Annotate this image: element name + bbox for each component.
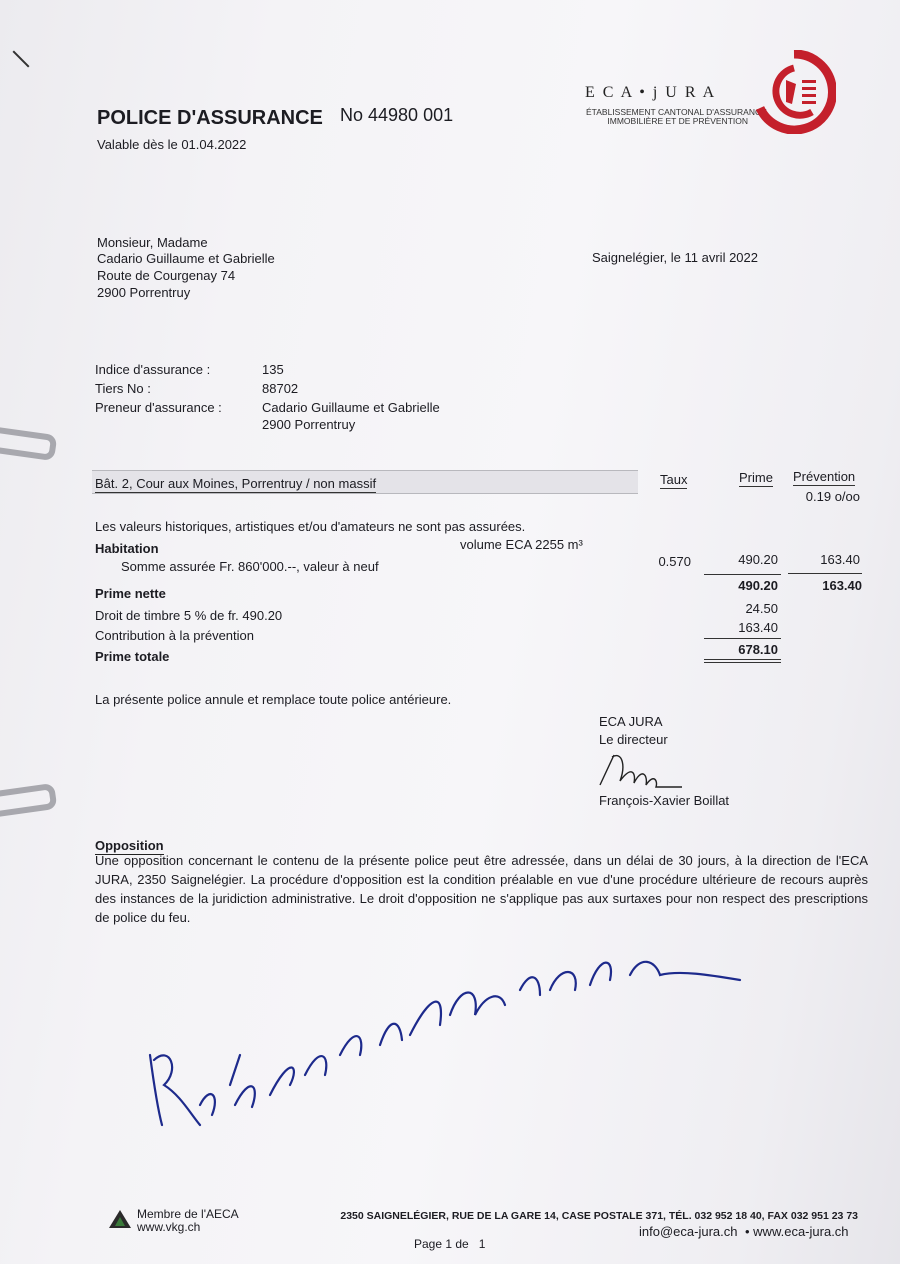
footer-member-url[interactable]: www.vkg.ch xyxy=(137,1220,201,1234)
preneur-label: Preneur d'assurance : xyxy=(95,400,222,415)
footer-website[interactable]: • www.eca-jura.ch xyxy=(745,1224,849,1239)
col-prime: Prime xyxy=(739,470,773,485)
recipient-name: Cadario Guillaume et Gabrielle xyxy=(97,251,275,266)
subtotal-line-prevention xyxy=(788,573,862,574)
handwritten-note-icon xyxy=(140,935,760,1135)
contribution-value: 163.40 xyxy=(738,620,778,635)
col-taux: Taux xyxy=(660,472,688,487)
director-signature-icon xyxy=(592,745,692,793)
recipient-street: Route de Courgenay 74 xyxy=(97,268,236,283)
footer-email[interactable]: info@eca-jura.ch xyxy=(639,1224,738,1239)
policy-number: No 44980 001 xyxy=(340,105,454,125)
valuables-note: Les valeurs historiques, artistiques et/ou d'amateurs ne sont pas assurées. xyxy=(95,519,526,534)
eca-jura-emblem-icon xyxy=(752,50,836,134)
closing-statement: La présente police annule et remplace toute police antérieure. xyxy=(95,692,452,707)
prevention-value: 163.40 xyxy=(820,552,860,567)
preneur-city: 2900 Porrentruy xyxy=(262,417,356,432)
logo-line-2: IMMOBILIÈRE ET DE PRÉVENTION xyxy=(607,116,748,126)
subtotal-line-prime xyxy=(704,574,781,575)
signature-name: François-Xavier Boillat xyxy=(599,793,730,808)
aeca-logo-icon xyxy=(107,1208,133,1230)
total-double-line-1 xyxy=(704,659,781,660)
signature-role: Le directeur xyxy=(599,732,668,747)
timbre-label: Droit de timbre 5 % de fr. 490.20 xyxy=(95,608,283,623)
binder-ring-bottom xyxy=(0,783,57,819)
page-number: Page 1 de 1 xyxy=(414,1237,486,1251)
logo-brand: E C A • j U R A xyxy=(585,84,717,101)
policy-title: POLICE D'ASSURANCE xyxy=(97,107,323,129)
total-label: Prime totale xyxy=(95,649,170,664)
total-value: 678.10 xyxy=(738,642,778,657)
tiers-value: 88702 xyxy=(262,381,299,396)
timbre-value: 24.50 xyxy=(745,601,778,616)
prime-nette-label: Prime nette xyxy=(95,586,166,601)
recipient-salutation: Monsieur, Madame xyxy=(97,235,208,250)
taux-value: 0.570 xyxy=(658,554,691,569)
index-label: Indice d'assurance : xyxy=(95,362,211,377)
index-value: 135 xyxy=(262,362,284,377)
binder-ring-top xyxy=(0,425,57,461)
pen-mark xyxy=(13,51,30,68)
prime-nette-prime: 490.20 xyxy=(738,578,778,593)
col-prevention: Prévention xyxy=(793,469,856,484)
recipient-city: 2900 Porrentruy xyxy=(97,285,191,300)
volume-eca: volume ECA 2255 m³ xyxy=(460,537,583,552)
tiers-label: Tiers No : xyxy=(95,381,151,396)
footer-member: Membre de l'AECA xyxy=(137,1207,239,1221)
opposition-title: Opposition xyxy=(95,838,164,853)
total-line xyxy=(704,638,781,639)
footer-address: 2350 SAIGNELÉGIER, RUE DE LA GARE 14, CASE POSTALE 371, TÉL. 032 952 18 40, FAX 032 951 23 73 xyxy=(340,1210,858,1222)
building-label: Bât. 2, Cour aux Moines, Porrentruy / non massif xyxy=(95,476,377,491)
handwritten-note-text xyxy=(150,1090,161,1091)
prime-nette-prevention: 163.40 xyxy=(822,578,862,593)
valid-from: Valable dès le 01.04.2022 xyxy=(97,137,247,152)
habitation-label: Habitation xyxy=(95,541,159,556)
total-double-line-2 xyxy=(704,662,781,663)
contribution-label: Contribution à la prévention xyxy=(95,628,254,643)
preneur-name: Cadario Guillaume et Gabrielle xyxy=(262,400,440,415)
sum-insured: Somme assurée Fr. 860'000.--, valeur à neuf xyxy=(121,559,379,574)
signature-org: ECA JURA xyxy=(599,714,663,729)
logo-line-1: ÉTABLISSEMENT CANTONAL D'ASSURANCE xyxy=(586,107,767,117)
opposition-text: Une opposition concernant le contenu de la présente police peut être adressée, dans un délai de 30 jours, à la direction de l'ECA JURA, 2350 Saignelégier. La procédure d'opposition est la condition préalable en vue d'une procédure ultérieure de recours auprès des instances de la juridiction administrative. Le droit d'opposition ne s'applique pas aux surtaxes pour non respect des prescriptions de police du feu. xyxy=(95,853,868,925)
prevention-rate: 0.19 o/oo xyxy=(805,489,860,504)
prime-value: 490.20 xyxy=(738,552,778,567)
place-date: Saignelégier, le 11 avril 2022 xyxy=(592,250,758,265)
